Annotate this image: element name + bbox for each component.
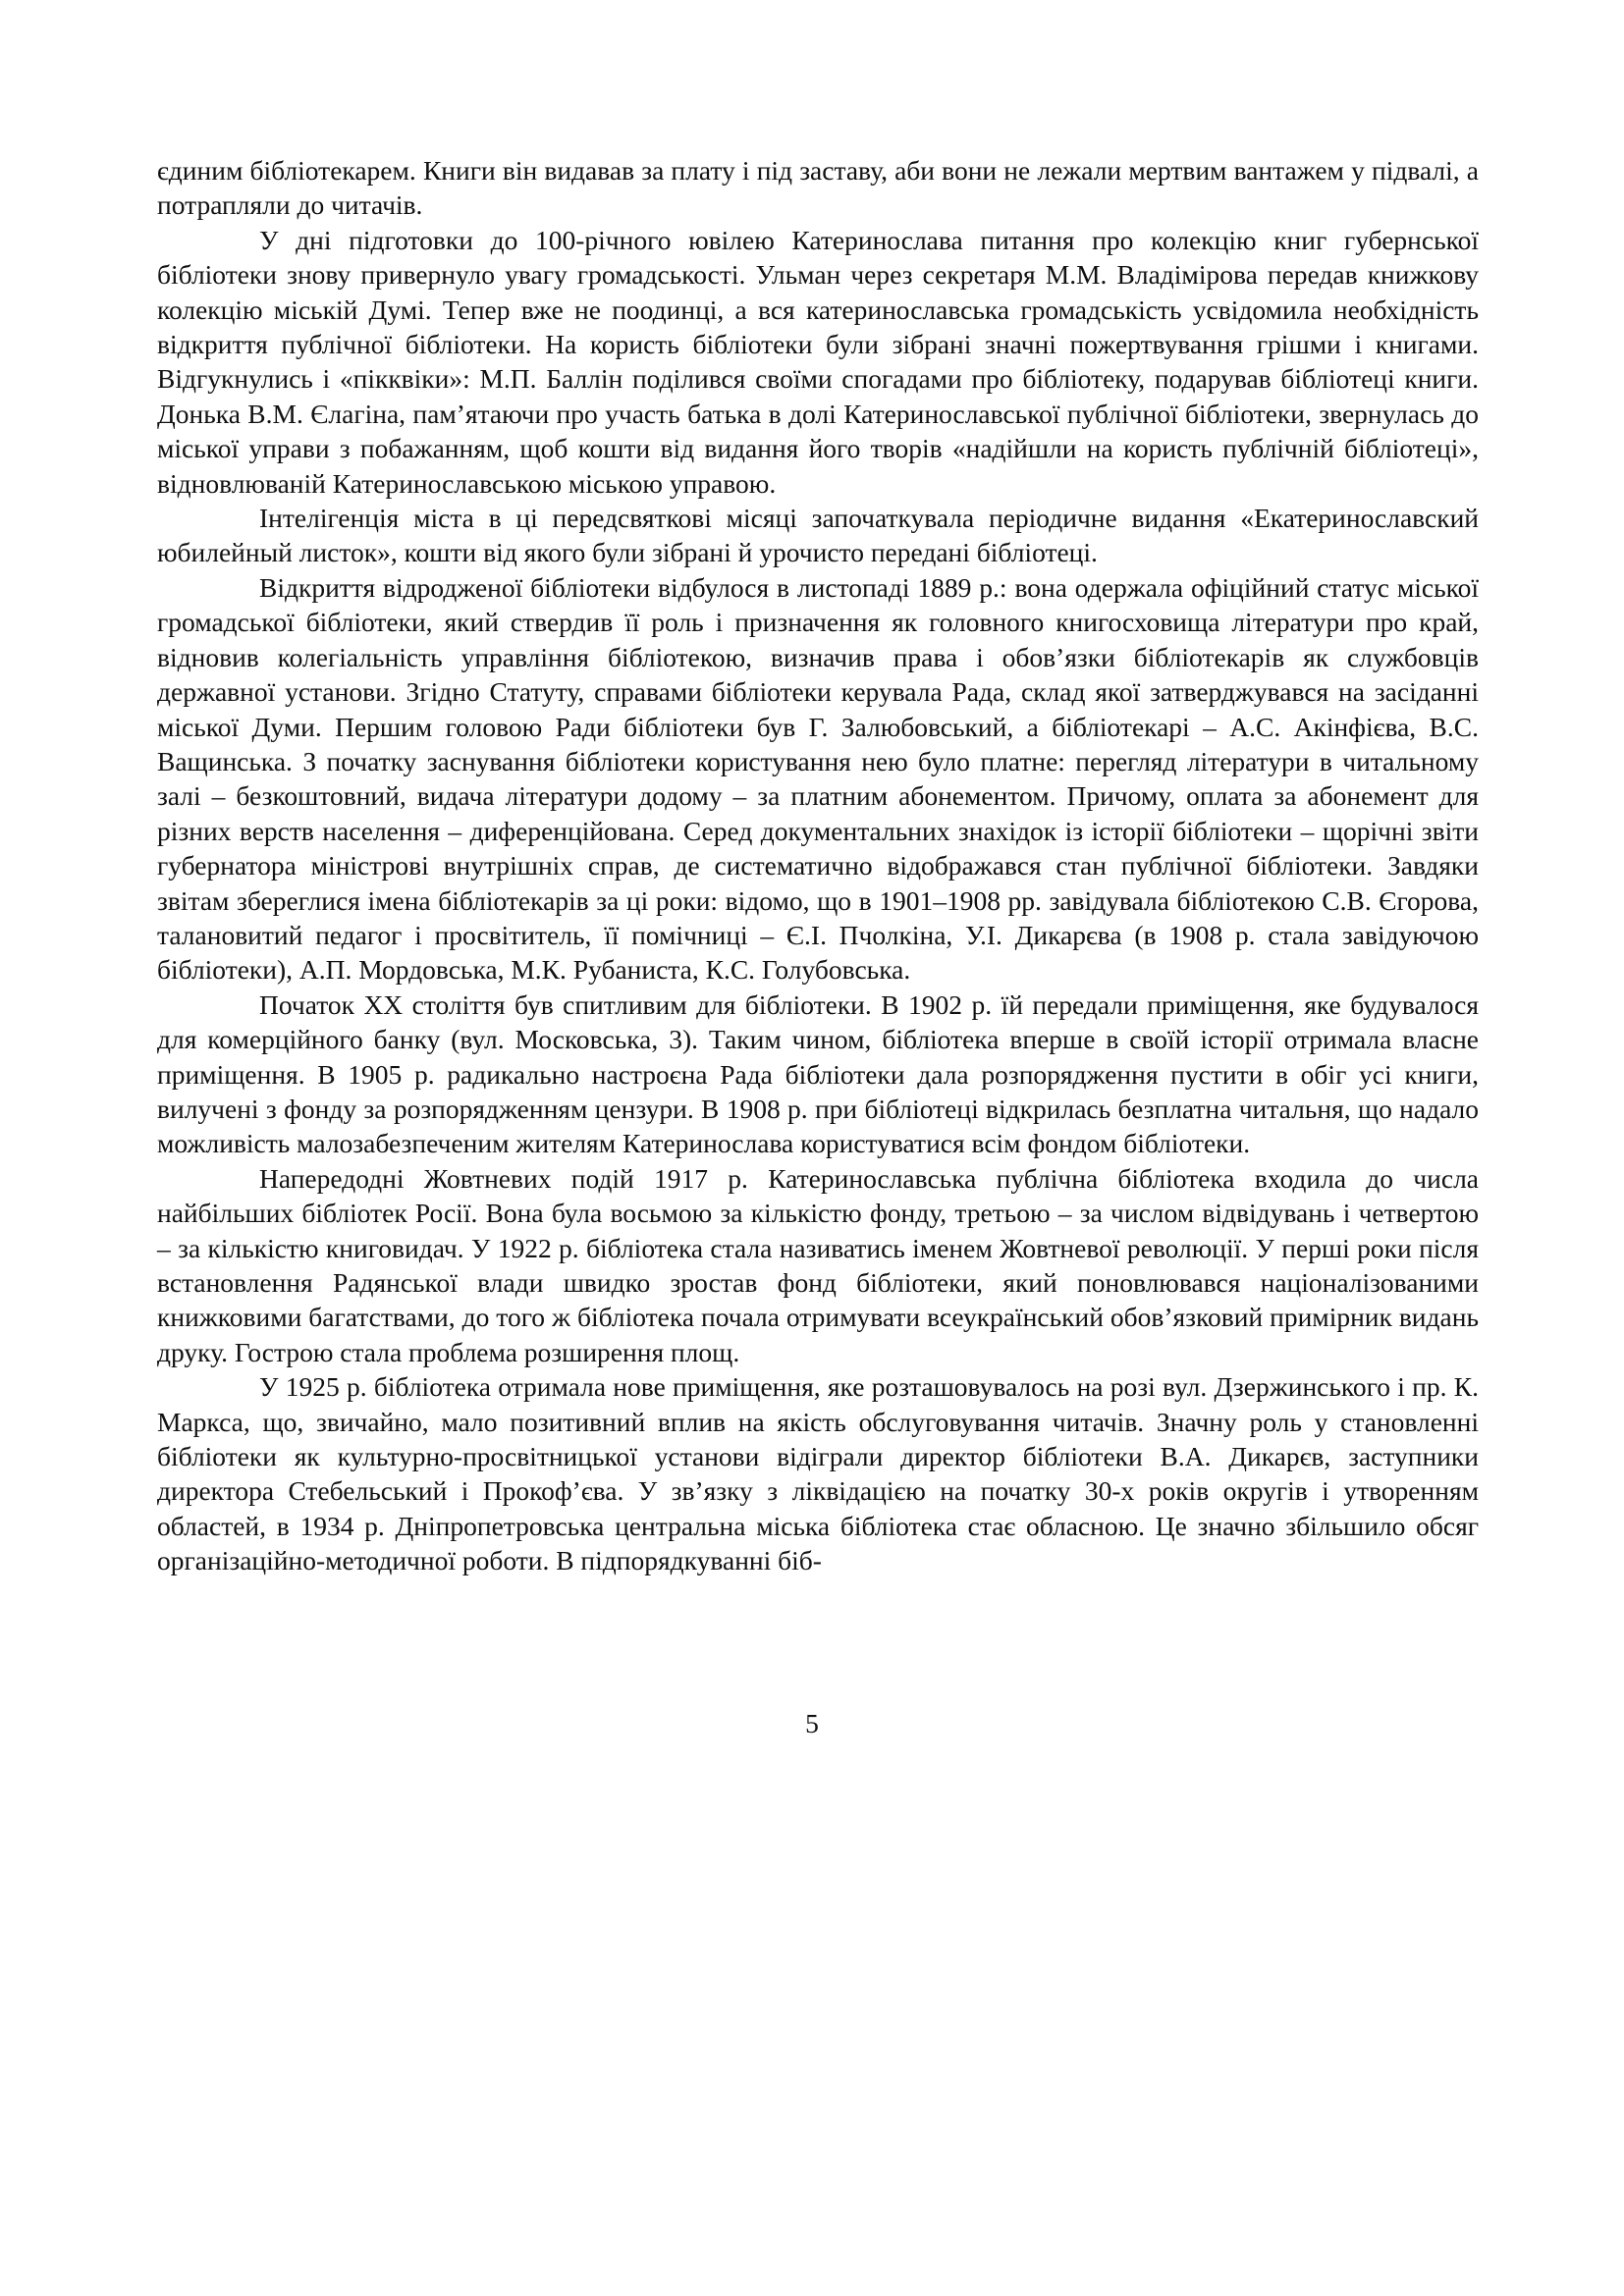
paragraph: У 1925 р. бібліотека отримала нове приміщення, яке розташовувалось на розі вул. Дзержинського і пр. К. Маркса, що, звичайно, мало позитивний вплив на якість обслуговування читачів. Значну роль у становленні бібліотеки як культурно-просвітницької установи відіграли директор бібліотеки В.А. Дикарєв, заступники директора Стебельський і Прокоф’єва. У зв’язку з ліквідацією на початку 30-х років округів і утворенням областей, в 1934 р. Дніпропетровська центральна міська бібліотека стає обласною. Це значно збільшило обсяг організаційно-методичної роботи. В підпорядкуванні біб- [157, 1371, 1479, 1576]
paragraph: Напередодні Жовтневих подій 1917 р. Катеринославська публічна бібліотека входила до числа найбільших бібліотек Росії. Вона була восьмою за кількістю фонду, третьою – за числом відвідувань і четвертою – за кількістю книговидач. У 1922 р. бібліотека стала називатись іменем Жовтневої революції. У перші роки після встановлення Радянської влади швидко зростав фонд бібліотеки, який поновлювався націоналізованими книжковими багатствами, до того ж бібліотека почала отримувати всеукраїнський обов’язковий примірник видань друку. Гострою стала проблема розширення площ. [157, 1162, 1479, 1367]
paragraph-continued: єдиним бібліотекарем. Книги він видавав за плату і під заставу, аби вони не лежали мертвим вантажем у підвалі, а потрапляли до читачів. [157, 155, 1479, 221]
paragraph: Відкриття відродженої бібліотеки відбулося в листопаді 1889 р.: вона одержала офіційний статус міської громадської бібліотеки, який ствердив її роль і призначення як головного книгосховища літератури про край, відновив колегіальність управління бібліотекою, визначив права і обов’язки бібліотекарів як службовців державної установи. Згідно Статуту, справами бібліотеки керувала Рада, склад якої затверджувався на засіданні міської Думи. Першим головою Ради бібліотеки був Г. Залюбовський, а бібліотекарі – А.С. Акінфієва, В.С. Ващинська. З початку заснування бібліотеки користування нею було платне: перегляд літератури в читальному залі – безкоштовний, видача літератури додому – за платним абонементом. Причому, оплата за абонемент для різних верств населення – диференційована. Серед документальних знахідок із історії бібліотеки – щорічні звіти губернатора міністрові внутрішніх справ, де систематично відображався стан публічної бібліотеки. Завдяки звітам збереглися імена бібліотекарів за ці роки: відомо, що в 1901–1908 рр. завідувала бібліотекою С.В. Єгорова, талановитий педагог і просвітитель, її помічниці – Є.І. Пчолкіна, У.І. Дикарєва (в 1908 р. стала завідуючою бібліотеки), А.П. Мордовська, М.К. Рубаниста, К.С. Голубовська. [157, 571, 1479, 986]
paragraph: Інтелігенція міста в ці передсвяткові місяці започаткувала періодичне видання «Екатеринославский юбилейный листок», кошти від якого були зібрані й урочисто передані бібліотеці. [157, 503, 1479, 568]
paragraph: У дні підготовки до 100-річного ювілею Катеринослава питання про колекцію книг губернської бібліотеки знову привернуло увагу громадськості. Ульман через секретаря М.М. Владімірова передав книжкову колекцію міській Думі. Тепер вже не поодинці, а вся катеринославська громадськість усвідомила необхідність відкриття публічної бібліотеки. На користь бібліотеки були зібрані значні пожертвування грішми і книгами. Відгукнулись і «пікквіки»: М.П. Баллін поділився своїми спогадами про бібліотеку, подарував бібліотеці книги. Донька В.М. Єлагіна, пам’ятаючи про участь батька в долі Катеринославської публічної бібліотеки, звернулась до міської управи з побажанням, щоб кошти від видання його творів «надійшли на користь публічній бібліотеці», відновлюваній Катеринославською міською управою. [157, 224, 1479, 499]
page-number: 5 [805, 1708, 819, 1738]
paragraph: Початок XX століття був спитливим для бібліотеки. В 1902 р. їй передали приміщення, яке будувалося для комерційного банку (вул. Московська, 3). Таким чином, бібліотека вперше в своїй історії отримала власне приміщення. В 1905 р. радикально настроєна Рада бібліотеки дала розпорядження пустити в обіг усі книги, вилучені з фонду за розпорядженням цензури. В 1908 р. при бібліотеці відкрилась безплатна читальня, що надало можливість малозабезпеченим жителям Катеринослава користуватися всім фондом бібліотеки. [157, 988, 1479, 1159]
page-body [157, 153, 1479, 1578]
